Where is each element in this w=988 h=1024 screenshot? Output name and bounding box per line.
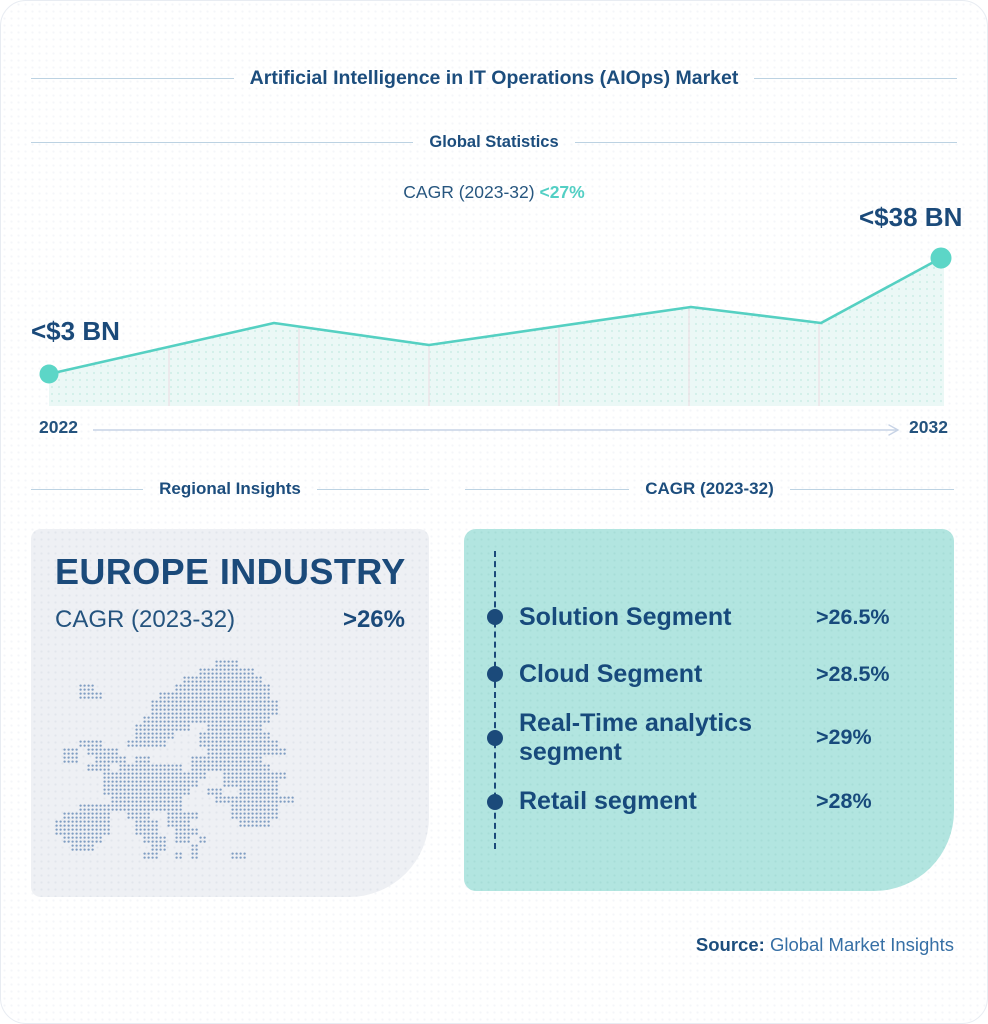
segments-cagr-heading-row xyxy=(465,479,954,499)
europe-dotted-map-icon xyxy=(55,660,295,860)
start-value-label: <$3 BN xyxy=(31,316,120,346)
regional-insights-heading-row xyxy=(31,479,429,499)
regional-insights-heading: Regional Insights xyxy=(159,479,301,498)
chart-area-dot-texture xyxy=(49,258,944,406)
segments-list xyxy=(519,595,934,824)
divider-line xyxy=(754,78,957,79)
segment-value: >29% xyxy=(816,725,872,750)
segment-value: >28.5% xyxy=(816,661,890,686)
bullet-dot-icon xyxy=(487,609,503,625)
x-axis-end-year: 2032 xyxy=(909,417,948,437)
segments-card xyxy=(464,529,954,891)
bullet-dot-icon xyxy=(487,666,503,682)
segment-label: Solution Segment xyxy=(519,602,732,631)
divider-line xyxy=(31,489,143,490)
divider-line xyxy=(31,78,234,79)
segment-list-item xyxy=(519,652,934,696)
segment-label: Retail segment xyxy=(519,787,697,816)
europe-industry-title: EUROPE INDUSTRY xyxy=(55,551,406,592)
bullet-dot-icon xyxy=(487,794,503,810)
market-growth-chart xyxy=(1,196,988,446)
segment-value: >26.5% xyxy=(816,604,890,629)
segment-list-item xyxy=(519,595,934,639)
cards-row xyxy=(31,529,954,897)
end-point-dot xyxy=(931,248,952,269)
title-row xyxy=(31,67,957,90)
segment-label: Real-Time analytics segment xyxy=(519,709,752,766)
divider-line xyxy=(31,142,413,143)
europe-cagr-label: CAGR (2023-32) xyxy=(55,606,236,633)
segment-value: >28% xyxy=(816,789,872,813)
europe-cagr-value: >26% xyxy=(342,606,405,633)
divider-line xyxy=(790,489,954,490)
europe-industry-card xyxy=(31,529,429,897)
source-value: Global Market Insights xyxy=(769,934,954,955)
section-headings-row xyxy=(31,479,954,499)
segments-cagr-heading: CAGR (2023-32) xyxy=(645,479,774,498)
segment-list-item xyxy=(519,709,934,767)
x-axis-start-year: 2022 xyxy=(39,417,78,437)
divider-line xyxy=(575,142,957,143)
global-cagr-value: <27% xyxy=(539,182,585,202)
bullet-dot-icon xyxy=(487,730,503,746)
source-label: Source: xyxy=(695,934,765,955)
start-point-dot xyxy=(40,365,59,384)
global-cagr-label: CAGR (2023-32) xyxy=(403,182,535,202)
europe-cagr-row xyxy=(55,606,405,634)
divider-line xyxy=(317,489,429,490)
global-statistics-heading: Global Statistics xyxy=(429,133,559,151)
end-value-label: <$38 BN xyxy=(859,202,963,232)
page-title: Artificial Intelligence in IT Operations (AIOps) Market xyxy=(249,67,739,89)
segment-label: Cloud Segment xyxy=(519,659,703,688)
global-statistics-row xyxy=(31,133,957,152)
source-attribution xyxy=(696,934,954,956)
divider-line xyxy=(465,489,629,490)
segment-list-item xyxy=(519,780,934,824)
area-chart-canvas xyxy=(1,196,988,446)
